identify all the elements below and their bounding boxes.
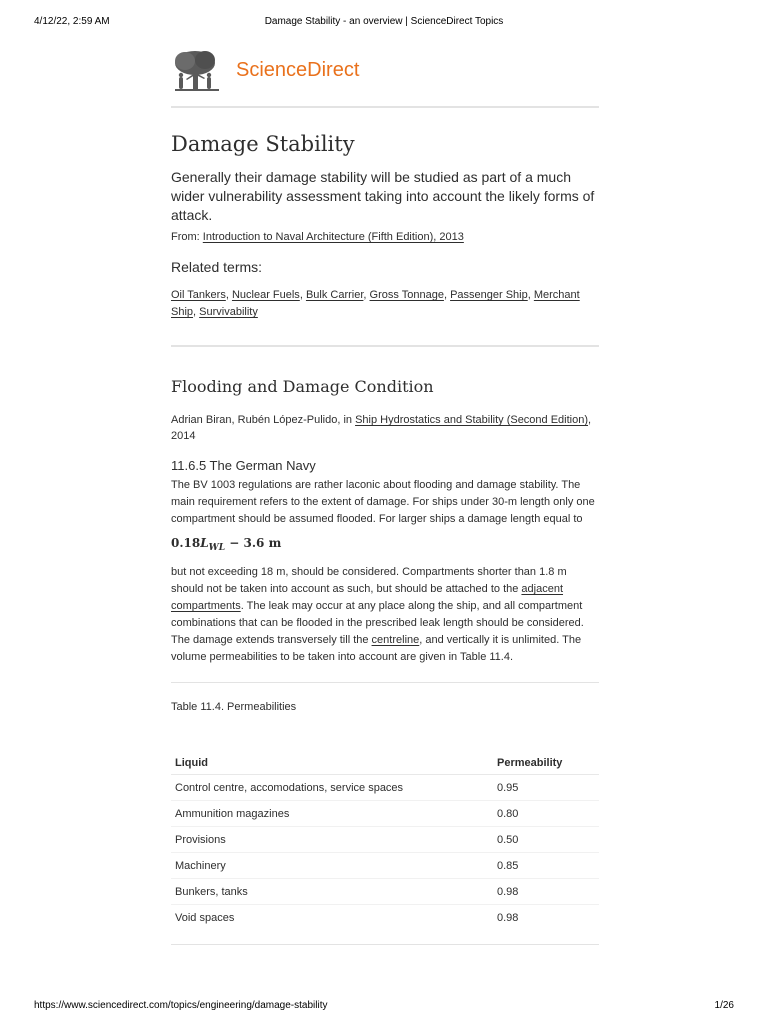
cell-permeability: 0.95 bbox=[497, 781, 519, 794]
para2-text-b: . The leak may occur at any place along the ship, and all compartment combinations that can be flooded in the prescribed leak length should be considered. The damage extends transversely till the bbox=[171, 600, 584, 646]
print-header bbox=[0, 12, 768, 32]
table-top-divider bbox=[171, 682, 599, 683]
body-paragraph-1: The BV 1003 regulations are rather laconic about flooding and damage stability. The main requirement refers to the extent of damage. For ships under 30-m length only one compartment should be assumed flooded. For larger ships a damage length equal to bbox=[171, 479, 595, 525]
section-divider bbox=[171, 345, 599, 347]
cell-permeability: 0.98 bbox=[493, 879, 599, 905]
table-row bbox=[171, 905, 599, 931]
cell-permeability: 0.85 bbox=[493, 853, 599, 879]
related-terms-list: Oil Tankers, Nuclear Fuels, Bulk Carrier, Gross Tonnage, Passenger Ship, Merchant Ship, Survivability bbox=[171, 289, 580, 318]
para2-text-c: , and vertically it is unlimited. The volume permeabilities to be taken into account are given in Table 11.4. bbox=[171, 634, 582, 663]
table-row bbox=[171, 853, 599, 879]
chapter-authors: Adrian Biran, Rubén López-Pulido, in bbox=[171, 414, 356, 426]
elsevier-tree-logo-icon[interactable] bbox=[171, 47, 227, 95]
page-title: Damage Stability bbox=[171, 132, 355, 156]
damage-length-formula bbox=[171, 536, 599, 553]
header-divider bbox=[171, 106, 599, 108]
adjacent-compartments-link[interactable]: adjacent compartments bbox=[171, 583, 564, 612]
table-caption: Table 11.4. Permeabilities bbox=[171, 701, 297, 713]
brand-header bbox=[171, 40, 599, 100]
formula-rest: − 3.6 m bbox=[225, 536, 282, 550]
related-term-nuclear-fuels[interactable]: Nuclear Fuels bbox=[231, 289, 300, 301]
from-label: From: bbox=[171, 231, 203, 243]
print-url: https://www.sciencedirect.com/topics/engineering/damage-stability bbox=[34, 1000, 328, 1011]
cell-liquid: Ammunition magazines bbox=[171, 801, 493, 827]
section-heading: 11.6.5 The German Navy bbox=[171, 458, 316, 473]
related-term-gross-tonnage[interactable]: Gross Tonnage bbox=[369, 289, 444, 301]
centreline-link[interactable]: centreline bbox=[371, 634, 420, 646]
chapter-year: , 2014 bbox=[171, 414, 592, 442]
formula-coef: 0.18 bbox=[171, 536, 201, 550]
chapter-title: Flooding and Damage Condition bbox=[171, 377, 434, 396]
table-row bbox=[171, 775, 599, 801]
related-term-oil-tankers[interactable]: Oil Tankers bbox=[171, 289, 226, 301]
related-term-bulk-carrier[interactable]: Bulk Carrier bbox=[305, 289, 364, 301]
cell-permeability: 0.98 bbox=[493, 905, 599, 931]
print-page-number: 1/26 bbox=[714, 1000, 734, 1011]
table-row bbox=[171, 879, 599, 905]
print-datetime: 4/12/22, 2:59 AM bbox=[34, 16, 110, 27]
print-footer bbox=[0, 996, 768, 1016]
chapter-byline bbox=[171, 412, 599, 444]
permeabilities-table bbox=[171, 751, 599, 930]
cell-liquid: Void spaces bbox=[171, 905, 493, 931]
body-paragraph-2 bbox=[171, 564, 599, 666]
cell-permeability: 0.80 bbox=[493, 801, 599, 827]
topic-lead: Generally their damage stability will be studied as part of a much wider vulnerability assessment taking into account the likely forms of attack. bbox=[171, 169, 595, 223]
cell-liquid: Provisions bbox=[171, 827, 493, 853]
para2-text-a: but not exceeding 18 m, should be considered. Compartments shorter than 1.8 m should not be taken into account as such, but should be attached to the bbox=[171, 566, 567, 595]
print-page-title: Damage Stability - an overview | ScienceDirect Topics bbox=[264, 16, 504, 27]
column-header-permeability: Permeability bbox=[493, 751, 599, 775]
source-book-link[interactable]: Introduction to Naval Architecture (Fifth Edition), 2013 bbox=[202, 231, 464, 243]
related-term-survivability[interactable]: Survivability bbox=[199, 306, 258, 318]
chapter-book-link[interactable]: Ship Hydrostatics and Stability (Second Edition) bbox=[355, 414, 589, 426]
cell-liquid: Control centre, accomodations, service spaces bbox=[175, 781, 404, 794]
related-terms-heading: Related terms: bbox=[171, 259, 263, 275]
formula-subscript: WL bbox=[208, 543, 226, 553]
table-header-row bbox=[171, 751, 599, 775]
formula-var: L bbox=[200, 536, 209, 550]
cell-permeability: 0.50 bbox=[493, 827, 599, 853]
table-bottom-divider bbox=[171, 944, 599, 945]
related-term-passenger-ship[interactable]: Passenger Ship bbox=[450, 289, 528, 301]
related-term-merchant-ship[interactable]: Merchant Ship bbox=[171, 289, 580, 318]
cell-liquid: Machinery bbox=[171, 853, 493, 879]
table-row bbox=[171, 801, 599, 827]
topic-source bbox=[171, 231, 599, 243]
brand-name-link[interactable]: ScienceDirect bbox=[236, 59, 360, 81]
column-header-liquid: Liquid bbox=[171, 751, 493, 775]
table-row bbox=[171, 827, 599, 853]
article-content bbox=[171, 40, 599, 945]
cell-liquid: Bunkers, tanks bbox=[171, 879, 493, 905]
